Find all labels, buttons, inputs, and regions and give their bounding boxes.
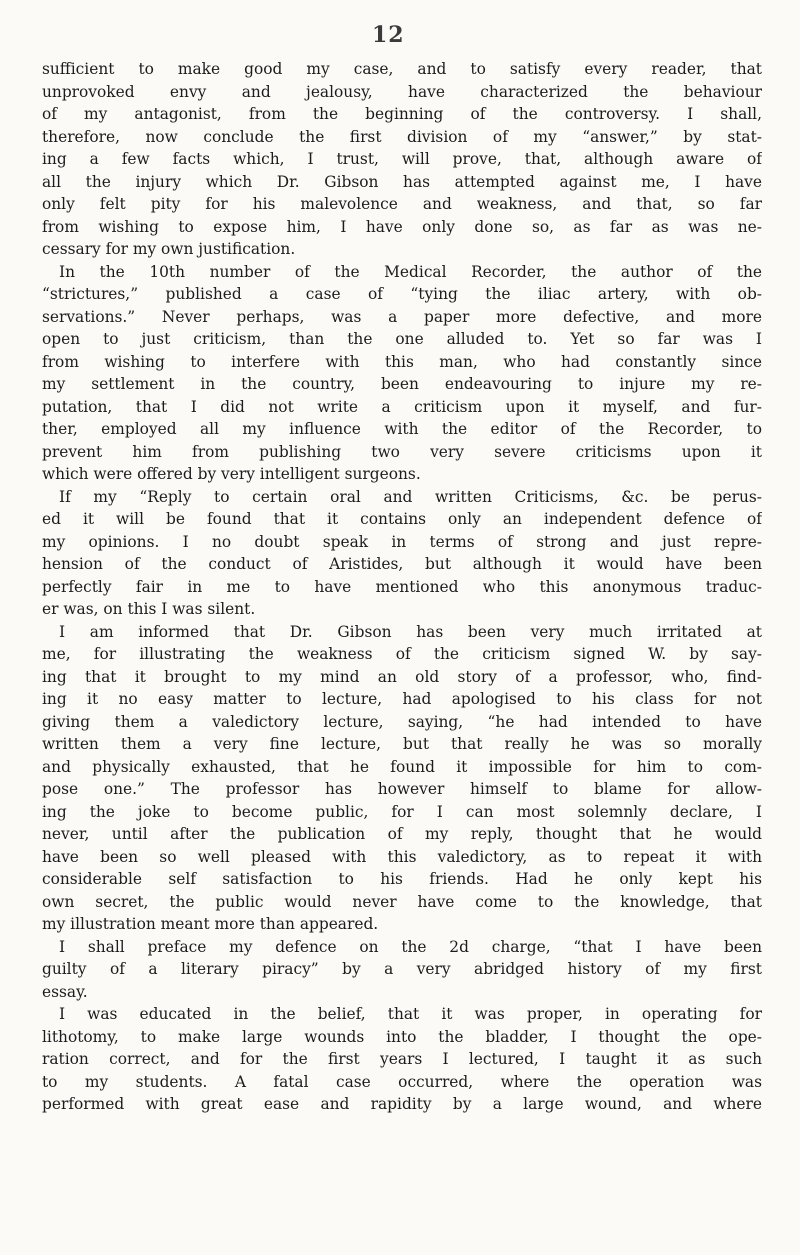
text-line: ing it no easy matter to lecture, had apologised to his class for not (42, 690, 762, 708)
text-line: ing that it brought to my mind an old story of a professor, who, find- (42, 667, 762, 686)
text-line: lithotomy, to make large wounds into the bladder, I thought the ope- (42, 1027, 762, 1046)
text-line: from wishing to interfere with this man, who had constantly since (42, 352, 762, 371)
text-line: sufficient to make good my case, and to satisfy every reader, that (42, 60, 762, 78)
text-line: considerable self satisfaction to his friends. Had he only kept his (42, 870, 762, 888)
text-line: In the 10th number of the Medical Recorder, the author of the (59, 262, 762, 281)
page-number: 12 (372, 22, 405, 48)
text-line: to my students. A fatal case occurred, where the operation was (42, 1072, 762, 1091)
text-line: only felt pity for his malevolence and weakness, and that, so far (42, 195, 762, 213)
text-line: ther, employed all my influence with the editor of the Recorder, to (42, 420, 762, 438)
text-line: open to just criticism, than the one alluded to. Yet so far was I (42, 330, 762, 348)
text-line: performed with great ease and rapidity by a large wound, and where (42, 1095, 762, 1113)
text-line: therefore, now conclude the first division of my “answer,” by stat- (42, 127, 762, 146)
text-line: unprovoked envy and jealousy, have characterized the behaviour (42, 82, 762, 101)
text-line: my opinions. I no doubt speak in terms of strong and just repre- (42, 532, 762, 551)
text-line: If my “Reply to certain oral and written Criticisms, &c. be perus- (59, 487, 762, 506)
text-line: ing a few facts which, I trust, will prove, that, although aware of (42, 150, 762, 168)
text-line: written them a very fine lecture, but that really he was so morally (42, 735, 762, 753)
text-line: my settlement in the country, been endeavouring to injure my re- (42, 375, 762, 393)
text-line: prevent him from publishing two very severe criticisms upon it (42, 442, 762, 461)
text-line: perfectly fair in me to have mentioned who this anonymous traduc- (42, 577, 762, 596)
text-line: all the injury which Dr. Gibson has attempted against me, I have (42, 172, 762, 191)
text-line: ration correct, and for the first years I lectured, I taught it as such (42, 1050, 762, 1068)
text-line: ed it will be found that it contains only an independent defence of (42, 510, 762, 528)
text-line: which were offered by very intelligent surgeons. (42, 465, 421, 483)
body-text (42, 58, 762, 1116)
text-line: from wishing to expose him, I have only done so, as far as was ne- (42, 217, 762, 236)
text-line: never, until after the publication of my reply, thought that he would (42, 825, 762, 843)
text-line: giving them a valedictory lecture, saying, “he had intended to have (42, 712, 762, 731)
text-line: pose one.” The professor has however himself to blame for allow- (42, 780, 762, 798)
text-line: I am informed that Dr. Gibson has been very much irritated at (59, 622, 762, 641)
text-line: I was educated in the belief, that it was proper, in operating for (59, 1005, 762, 1023)
text-line: my illustration meant more than appeared. (42, 915, 379, 933)
text-line: putation, that I did not write a criticism upon it myself, and fur- (42, 397, 762, 416)
text-line: and physically exhausted, that he found it impossible for him to com- (42, 757, 762, 776)
text-line: er was, on this I was silent. (42, 600, 256, 618)
text-line: cessary for my own justification. (42, 240, 296, 258)
text-line: of my antagonist, from the beginning of the controversy. I shall, (42, 105, 762, 123)
text-line: own secret, the public would never have come to the knowledge, that (42, 892, 762, 911)
text-line: me, for illustrating the weakness of the criticism signed W. by say- (42, 645, 762, 663)
text-line: “strictures,” published a case of “tying the iliac artery, with ob- (42, 285, 762, 303)
text-line: ing the joke to become public, for I can most solemnly declare, I (42, 802, 762, 821)
text-line: I shall preface my defence on the 2d charge, “that I have been (59, 937, 762, 956)
text-line: hension of the conduct of Aristides, but although it would have been (42, 555, 762, 573)
text-line: have been so well pleased with this valedictory, as to repeat it with (42, 847, 762, 866)
text-line: essay. (42, 982, 88, 1001)
text-line: guilty of a literary piracy” by a very abridged history of my first (42, 960, 762, 978)
text-line: servations.” Never perhaps, was a paper more defective, and more (42, 307, 762, 326)
